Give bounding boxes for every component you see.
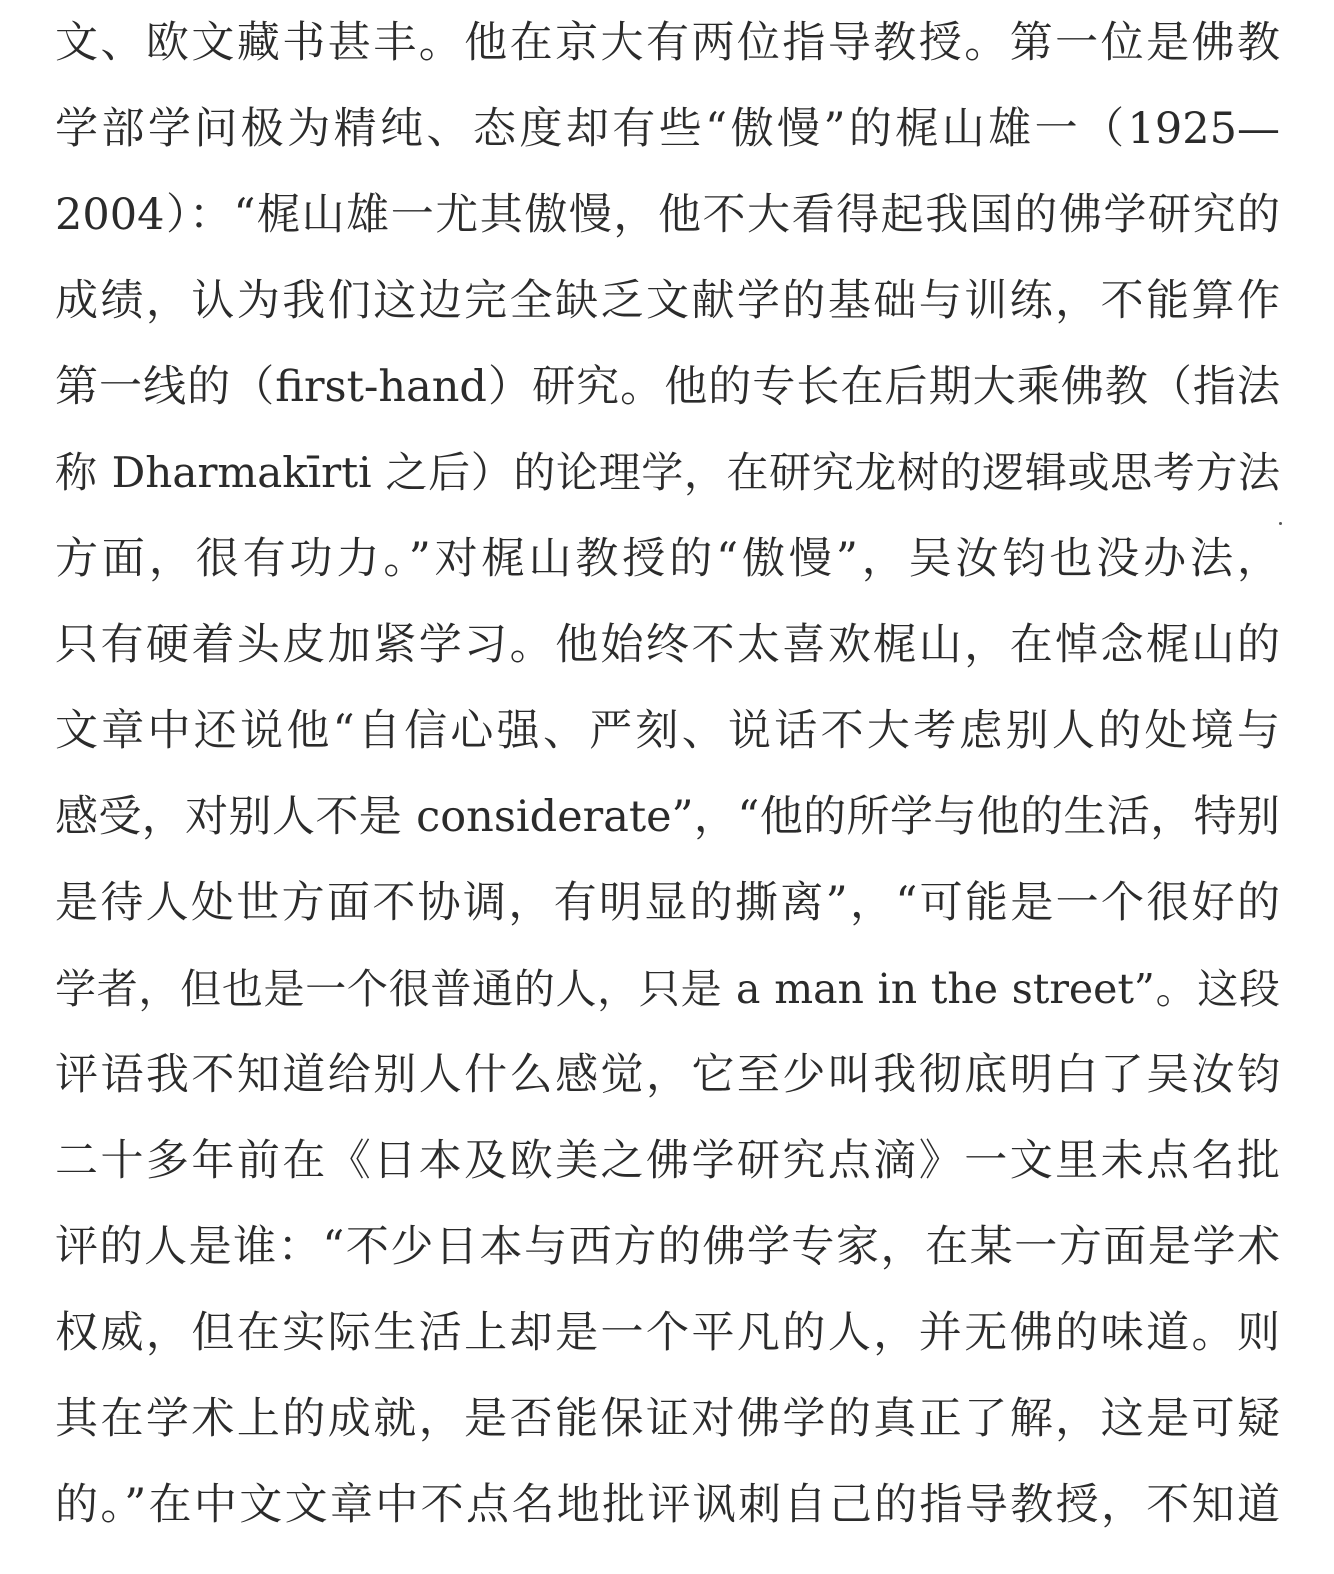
text-line: 文、欧文藏书甚丰。他在京大有两位指导教授。第一位是佛教	[55, 18, 1280, 68]
text-line: 称 Dharmakīrti 之后）的论理学，在研究龙树的逻辑或思考方法	[55, 448, 1280, 497]
text-line: 评的人是谁：“不少日本与西方的佛学专家，在某一方面是学术	[55, 1222, 1280, 1272]
text-line: 其在学术上的成就，是否能保证对佛学的真正了解，这是可疑	[55, 1394, 1280, 1444]
text-line: 的。”在中文文章中不点名地批评讽刺自己的指导教授，不知道	[55, 1480, 1280, 1530]
text-line: 只有硬着头皮加紧学习。他始终不太喜欢梶山，在悼念梶山的	[55, 620, 1280, 670]
text-line: 感受，对别人不是 considerate”，“他的所学与他的生活，特别	[55, 792, 1280, 842]
text-line: 文章中还说他“自信心强、严刻、说话不大考虑别人的处境与	[55, 706, 1280, 756]
text-line: 方面，很有功力。”对梶山教授的“傲慢”，吴汝钧也没办法，	[55, 534, 1280, 584]
scan-speck	[1279, 522, 1282, 525]
text-line: 学者，但也是一个很普通的人，只是 a man in the street”。这段	[55, 965, 1280, 1013]
text-line: 第一线的（first-hand）研究。他的专长在后期大乘佛教（指法	[55, 362, 1280, 412]
text-line: 是待人处世方面不协调，有明显的撕离”，“可能是一个很好的	[55, 878, 1280, 928]
text-line: 成绩，认为我们这边完全缺乏文献学的基础与训练，不能算作	[55, 276, 1280, 326]
text-line: 二十多年前在《日本及欧美之佛学研究点滴》一文里未点名批	[55, 1136, 1280, 1186]
text-line: 评语我不知道给别人什么感觉，它至少叫我彻底明白了吴汝钧	[55, 1050, 1280, 1100]
text-line: 学部学问极为精纯、态度却有些“傲慢”的梶山雄一（1925—	[55, 104, 1280, 154]
text-line: 2004）：“梶山雄一尤其傲慢，他不大看得起我国的佛学研究的	[55, 190, 1280, 240]
text-line: 权威，但在实际生活上却是一个平凡的人，并无佛的味道。则	[55, 1308, 1280, 1358]
